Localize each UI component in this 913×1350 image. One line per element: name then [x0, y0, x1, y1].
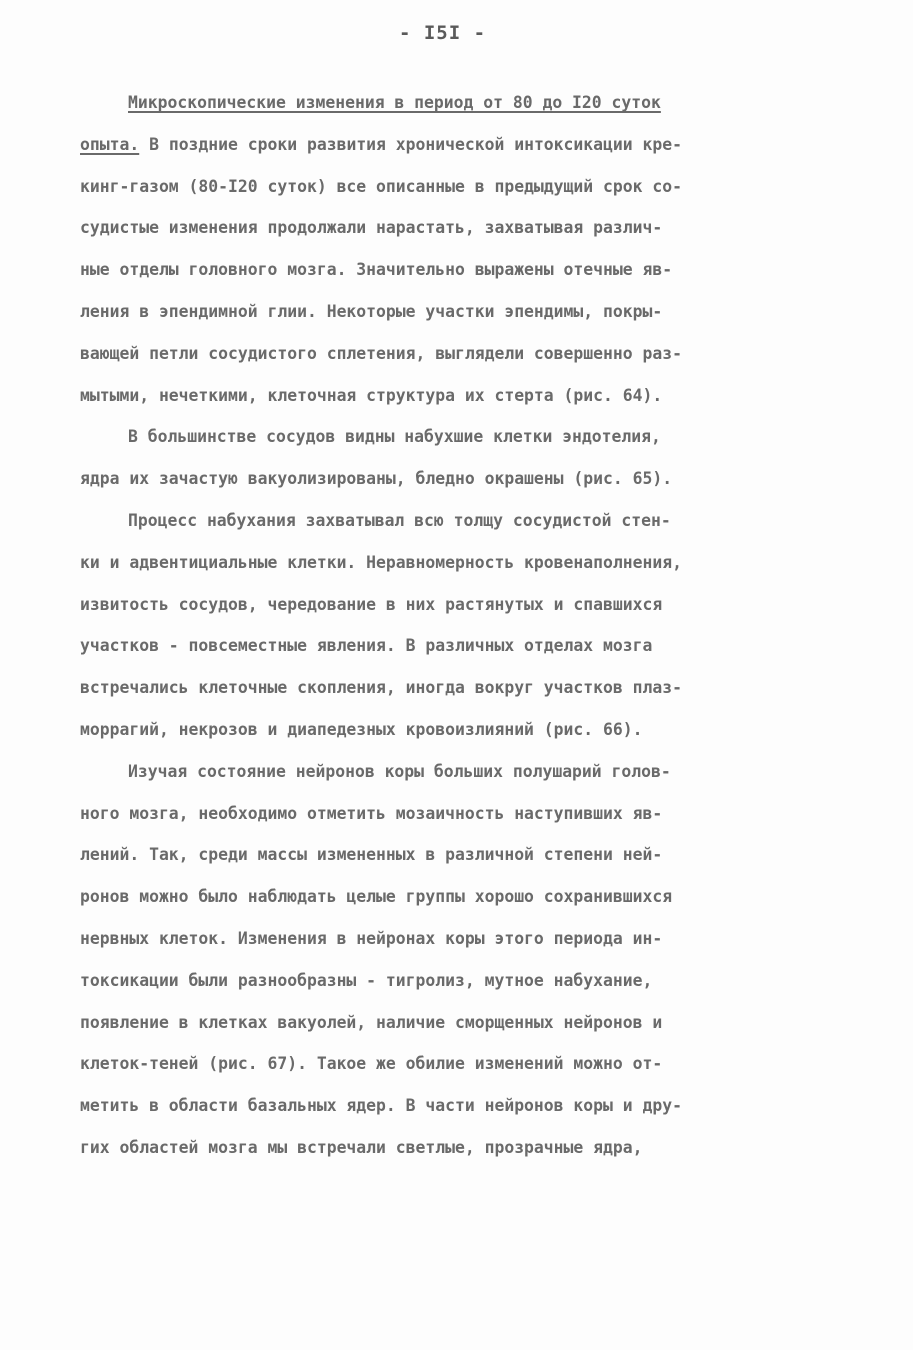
text-line: судистые изменения продолжали нарастать, захватывая различ- [80, 218, 663, 238]
page-number: - I5I - [398, 22, 487, 44]
body-text [80, 82, 840, 1169]
text-line: ронов можно было наблюдать целые группы хорошо сохранившихся [80, 887, 673, 907]
text-line: ядра их зачастую вакуолизированы, бледно окрашены (рис. 65). [80, 469, 673, 489]
text-line: клеток-теней (рис. 67). Такое же обилие изменений можно от- [80, 1054, 663, 1074]
section-heading: Микроскопические изменения в период от 80 до I20 суток [128, 93, 661, 112]
text-line: кинг-газом (80-I20 суток) все описанные в предыдущий срок со- [80, 176, 682, 196]
text-line: гих областей мозга мы встречали светлые, прозрачные ядра, [80, 1137, 643, 1157]
text-line: моррагий, некрозов и диапедезных кровоизлияний (рис. 66). [80, 719, 643, 739]
text-line: встречались клеточные скопления, иногда вокруг участков плаз- [80, 678, 682, 698]
text-line: токсикации были разнообразны - тигролиз, мутное набухание, [80, 970, 653, 990]
text-line: метить в области базальных ядер. В части нейронов коры и дру- [80, 1096, 682, 1116]
text-line: ные отделы головного мозга. Значительно выражены отечные яв- [80, 260, 673, 280]
text-line: вающей петли сосудистого сплетения, выглядели совершенно раз- [80, 343, 682, 363]
text-line: ки и адвентициальные клетки. Неравномерность кровенаполнения, [80, 552, 682, 572]
section-heading-end: опыта. [80, 134, 140, 154]
text-line: нервных клеток. Изменения в нейронах коры этого периода ин- [80, 928, 663, 948]
text-line: появление в клетках вакуолей, наличие сморщенных нейронов и [80, 1012, 663, 1032]
text-line: участков - повсеместные явления. В различных отделах мозга [80, 636, 653, 656]
text-line: ления в эпендимной глии. Некоторые участки эпендимы, покры- [80, 301, 663, 321]
text-line: опыта. В поздние сроки развития хронической интоксикации кре- [80, 134, 682, 154]
paragraph-start: Изучая состояние нейронов коры больших полушарий голов- [128, 761, 671, 781]
text-line: ного мозга, необходимо отметить мозаичность наступивших яв- [80, 803, 663, 823]
paragraph-start: Процесс набухания захватывал всю толщу сосудистой стен- [128, 510, 671, 530]
text-line [80, 82, 840, 124]
text-line: мытыми, нечеткими, клеточная структура их стерта (рис. 64). [80, 385, 663, 405]
paragraph-start: В большинстве сосудов видны набухшие клетки эндотелия, [128, 427, 661, 447]
text-line: извитость сосудов, чередование в них растянутых и спавшихся [80, 594, 663, 614]
text-line: лений. Так, среди массы измененных в различной степени ней- [80, 845, 663, 865]
